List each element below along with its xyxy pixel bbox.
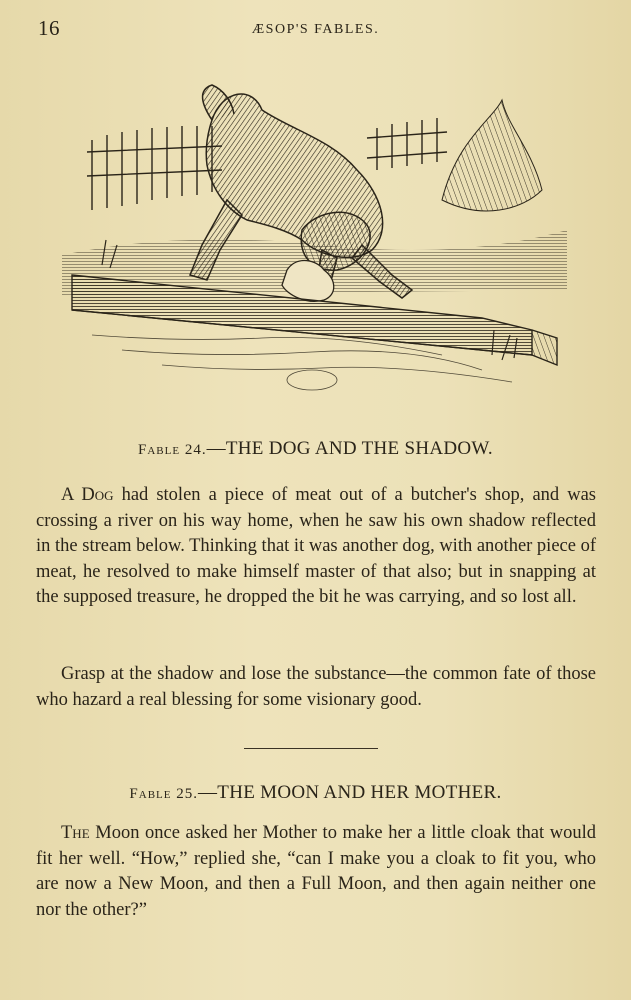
section-divider (244, 748, 378, 749)
fable-24-title (0, 438, 631, 460)
fable-24-moral: Grasp at the shadow and lose the substance—the common fate of those who hazard a real blessing for some visionary good. (36, 664, 596, 710)
fable-24-label: Fable 24. (138, 442, 207, 458)
fable-24-opening: A Dog (61, 485, 114, 505)
fable-24-body (36, 483, 596, 611)
dog-illustration (62, 80, 567, 400)
fable-24-heading: —THE DOG AND THE SHADOW. (206, 438, 493, 459)
running-title: ÆSOP'S FABLES. (251, 22, 380, 37)
bush (442, 100, 542, 211)
fable-25-heading: —THE MOON AND HER MOTHER. (197, 782, 502, 803)
fable-25-opening: The (61, 823, 90, 843)
page-number: 16 (38, 16, 60, 40)
fable-24-text: had stolen a piece of meat out of a butcher's shop, and was crossing a river on his way home, when he saw his own shadow reflected in the stream below. Thinking that it was another dog, with another piece of meat, he resolved to make himself master of that also; but in snapping at the supposed treasure, he dropped the bit he was carrying, and so lost all. (36, 485, 596, 608)
fable-25-text: Moon once asked her Mother to make her a little cloak that would fit her well. “How,” replied she, “can I make you a cloak to fit you, who are now a New Moon, and then a Full Moon, and then again neither one nor the other?” (36, 823, 596, 920)
fable-25-label: Fable 25. (129, 786, 198, 802)
fable-25-title (0, 782, 631, 804)
fable-25-body (36, 821, 596, 923)
